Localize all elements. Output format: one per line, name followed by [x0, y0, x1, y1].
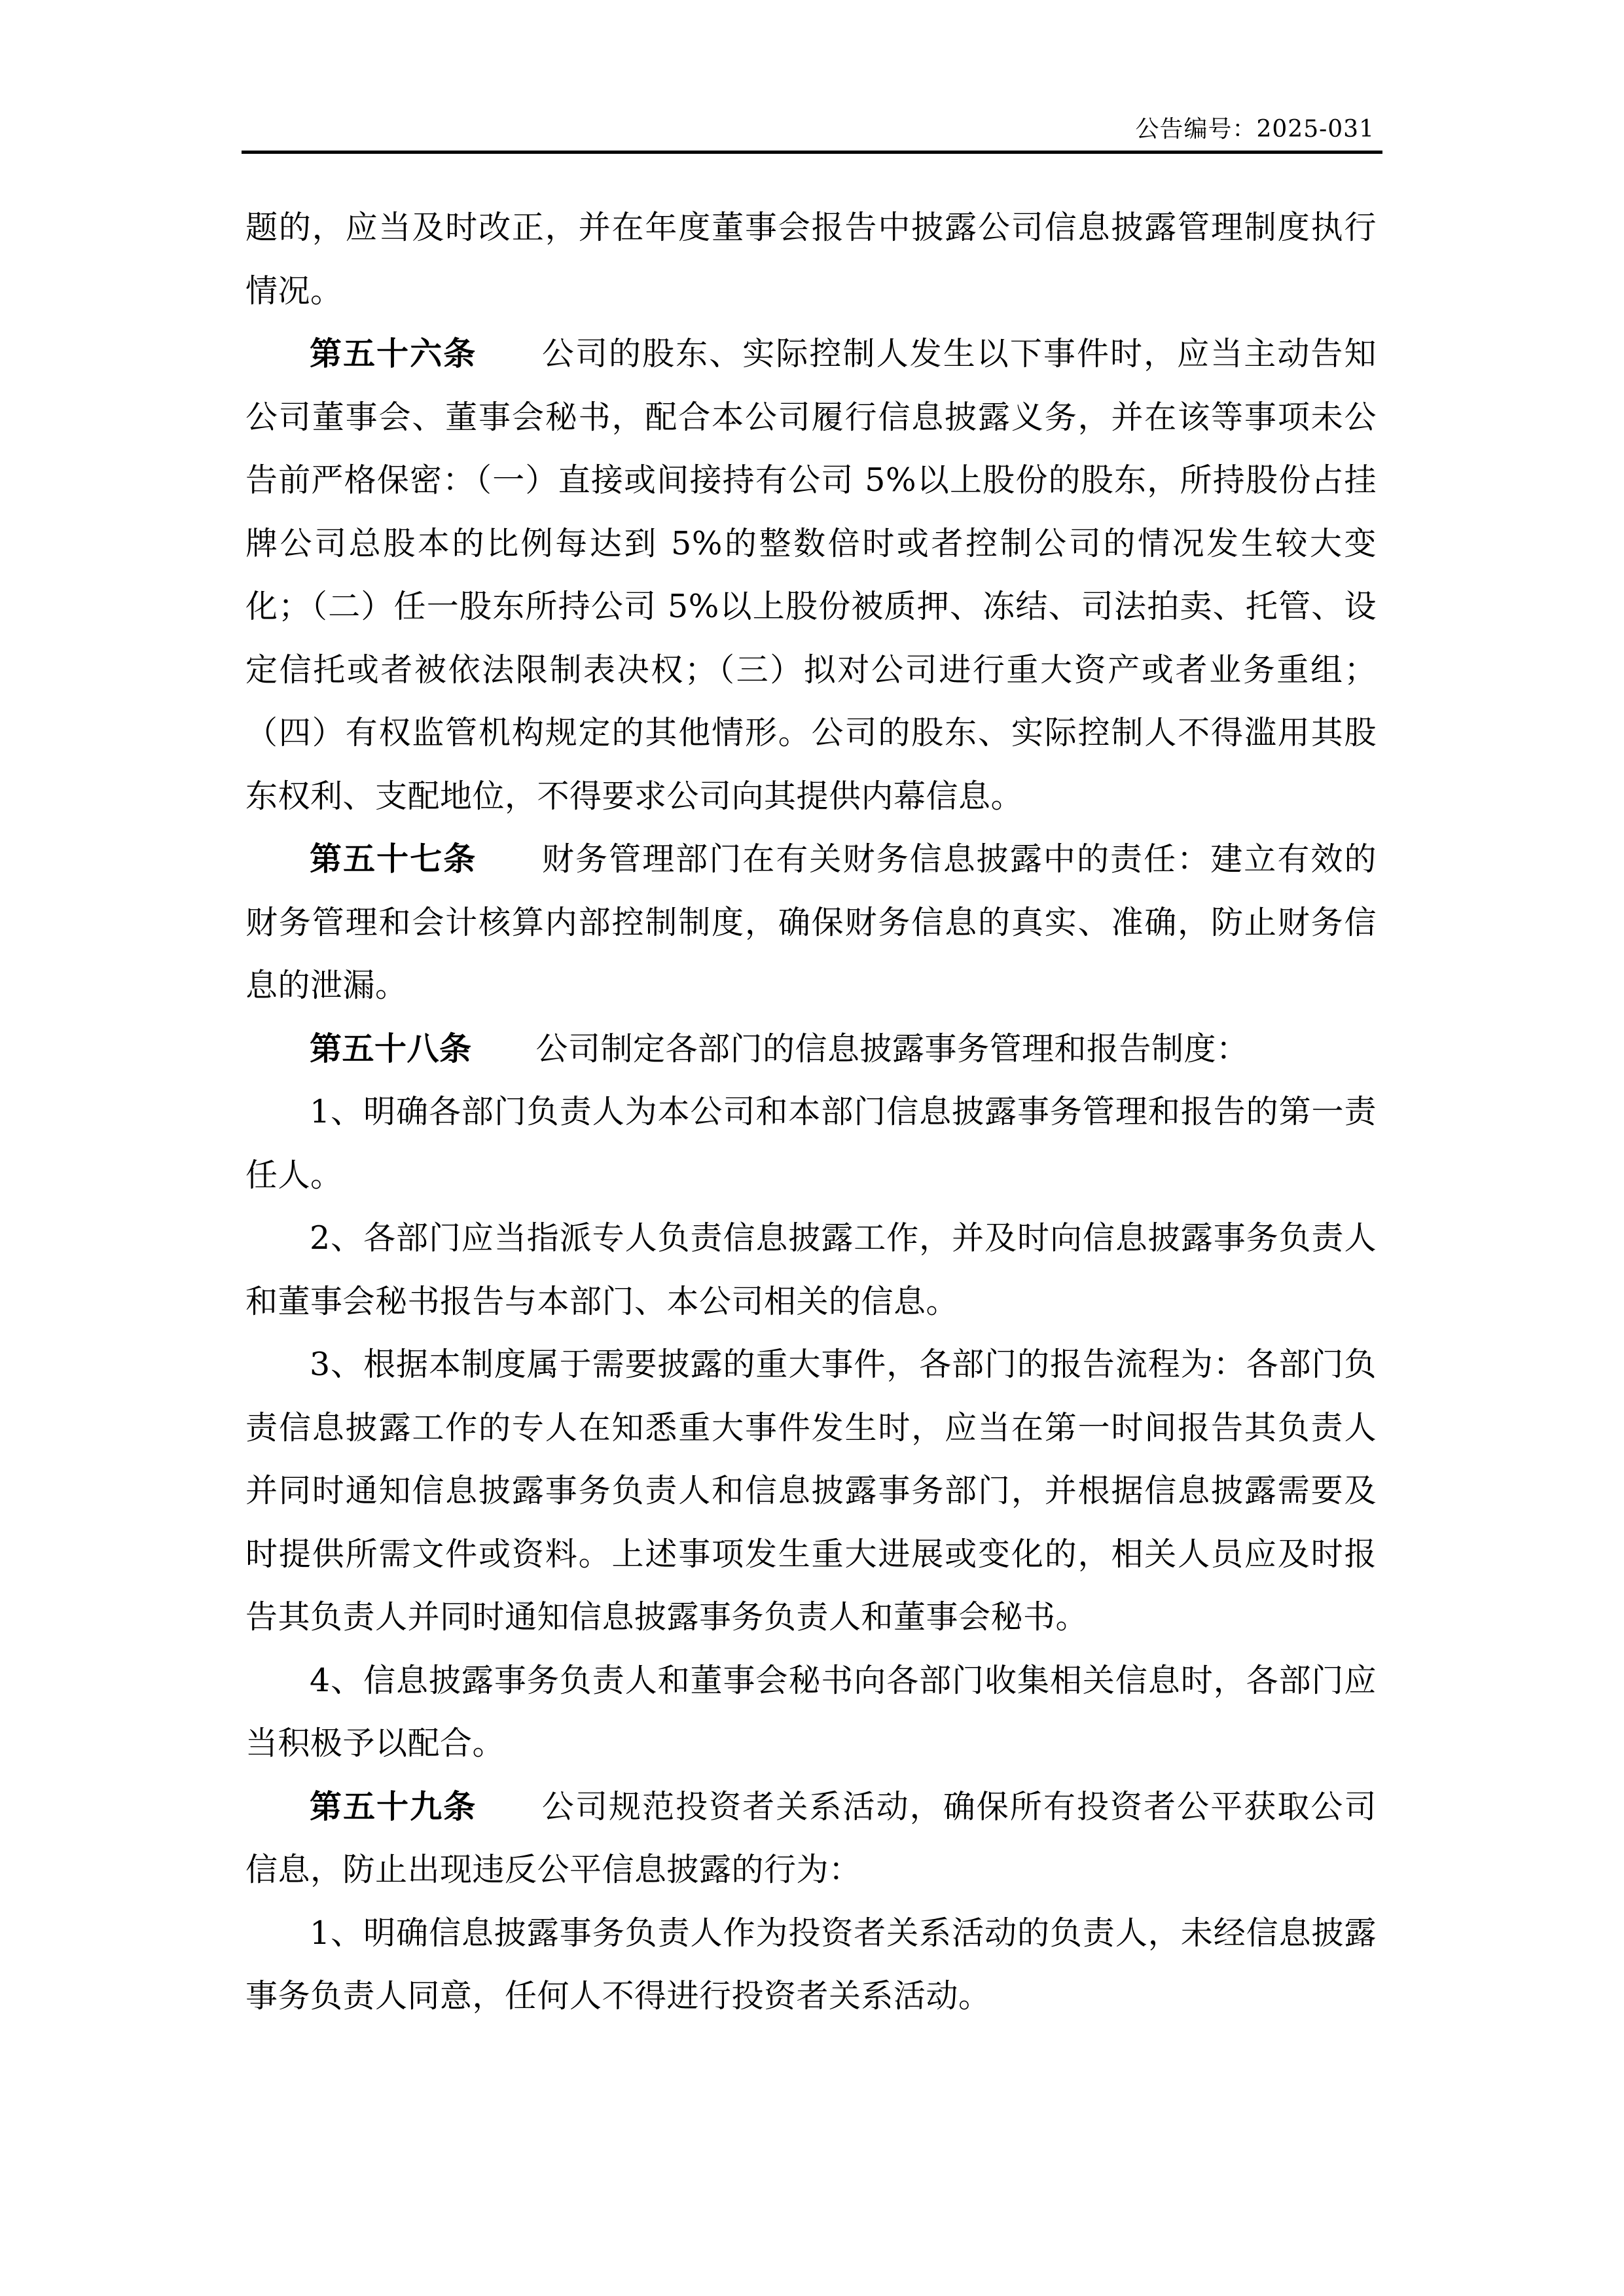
- article-59: [245, 1776, 1377, 1902]
- list-item: [245, 1649, 1377, 1776]
- article-58: [245, 1018, 1377, 1081]
- paragraph-text: 公司规范投资者关系活动，确保所有投资者公平获取公司信息，防止出现违反公平信息披露的行为：: [245, 1787, 1377, 1888]
- notice-number: 公告编号：2025-031: [1135, 116, 1375, 143]
- paragraph-text: 2、各部门应当指派专人负责信息披露工作，并及时向信息披露事务负责人和董事会秘书报告与本部门、本公司相关的信息。: [245, 1219, 1377, 1320]
- paragraph-text: 题的，应当及时改正，并在年度董事会报告中披露公司信息披露管理制度执行情况。: [245, 209, 1377, 310]
- article-57: [245, 828, 1377, 1018]
- list-item: [245, 1081, 1377, 1207]
- article-number: 第五十九条: [310, 1787, 477, 1825]
- document-body: [245, 196, 1377, 2028]
- paragraph-text: 公司制定各部门的信息披露事务管理和报告制度：: [535, 1030, 1249, 1067]
- paragraph-text: 1、明确各部门负责人为本公司和本部门信息披露事务管理和报告的第一责任人。: [245, 1093, 1377, 1194]
- paragraph-text: 3、根据本制度属于需要披露的重大事件，各部门的报告流程为：各部门负责信息披露工作的专人在知悉重大事件发生时，应当在第一时间报告其负责人并同时通知信息披露事务负责人和信息披露事务部门，并根据信息披露需要及时提供所需文件或资料。上述事项发生重大进展或变化的，相关人员应及时报告其负责人并同时通知信息披露事务负责人和董事会秘书。: [245, 1346, 1377, 1636]
- paragraph-text: 1、明确信息披露事务负责人作为投资者关系活动的负责人，未经信息披露事务负责人同意，任何人不得进行投资者关系活动。: [245, 1914, 1377, 2015]
- list-item: [245, 1207, 1377, 1333]
- list-item: [245, 1902, 1377, 2028]
- list-item: [245, 1333, 1377, 1649]
- article-number: 第五十七条: [310, 840, 477, 878]
- paragraph-continuation: [245, 196, 1377, 323]
- paragraph-text: 4、信息披露事务负责人和董事会秘书向各部门收集相关信息时，各部门应当积极予以配合。: [245, 1661, 1377, 1762]
- paragraph-text: 公司的股东、实际控制人发生以下事件时，应当主动告知公司董事会、董事会秘书，配合本公司履行信息披露义务，并在该等事项未公告前严格保密：（一）直接或间接持有公司 5%以上股份的股东，所持股份占挂牌公司总股本的比例每达到 5%的整数倍时或者控制公司的情况发生较大变化；（二）任一股东所持公司 5%以上股份被质押、冻结、司法拍卖、托管、设定信托或者被依法限制表决权；（三）拟对公司进行重大资产或者业务重组；（四）有权监管机构规定的其他情形。公司的股东、实际控制人不得滥用其股东权利、支配地位，不得要求公司向其提供内幕信息。: [245, 335, 1377, 815]
- paragraph-text: 财务管理部门在有关财务信息披露中的责任：建立有效的财务管理和会计核算内部控制制度，确保财务信息的真实、准确，防止财务信息的泄漏。: [245, 840, 1377, 1004]
- page-header: [242, 110, 1382, 154]
- article-number: 第五十八条: [310, 1030, 472, 1067]
- article-number: 第五十六条: [310, 335, 477, 372]
- article-56: [245, 323, 1377, 828]
